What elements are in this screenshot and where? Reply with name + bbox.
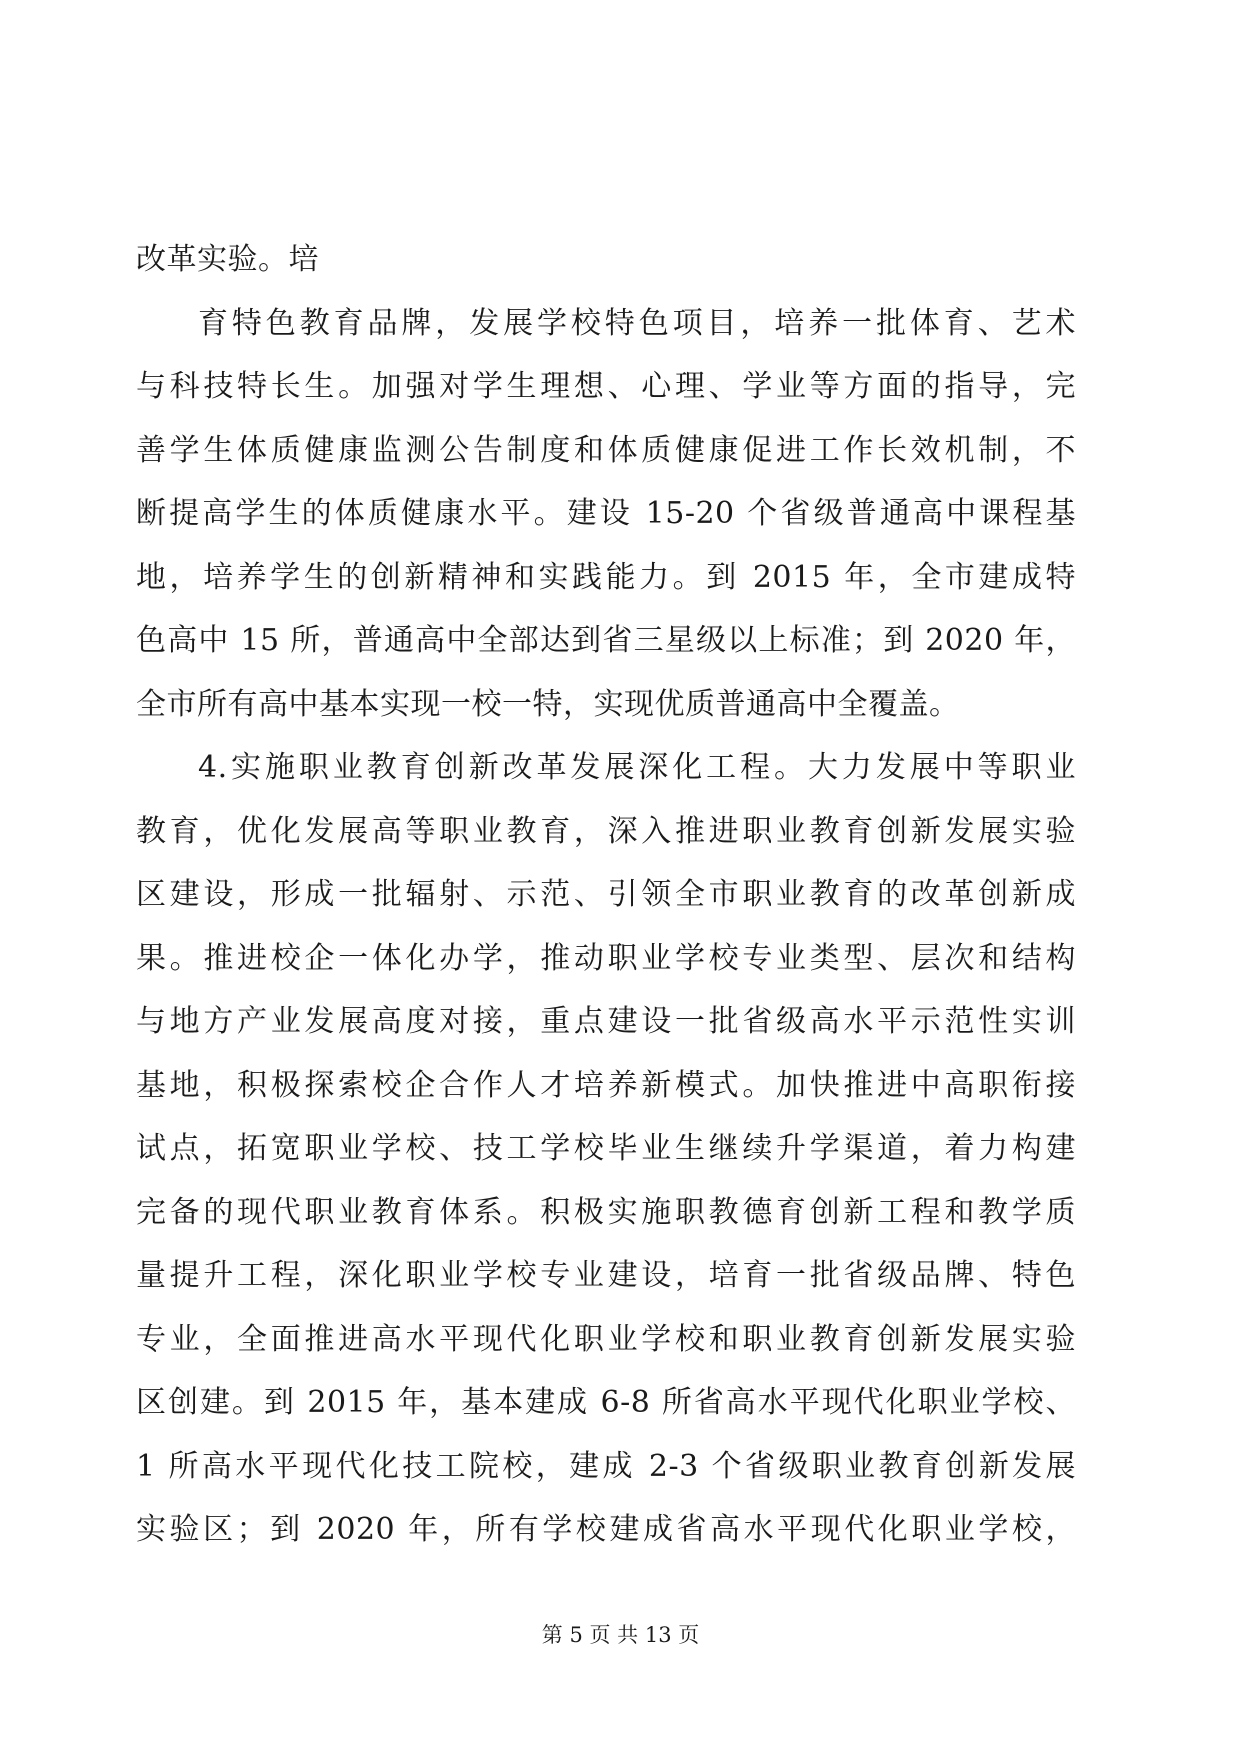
text-line: 完备的现代职业教育体系。积极实施职教德育创新工程和教学质 [136, 1194, 1076, 1230]
text-line: 色高中 15 所，普通高中全部达到省三星级以上标准；到 2020 年， [136, 623, 1076, 658]
text-line: 1 所高水平现代化技工院校，建成 2-3 个省级职业教育创新发展 [136, 1448, 1076, 1484]
text-line: 改革实验。培 [136, 242, 319, 277]
text-line: 基地，积极探索校企合作人才培养新模式。加快推进中高职衔接 [136, 1067, 1076, 1103]
text-line: 地，培养学生的创新精神和实践能力。到 2015 年，全市建成特 [136, 559, 1076, 595]
page-number-footer: 第 5 页 共 13 页 [541, 1623, 700, 1647]
text-line: 教育，优化发展高等职业教育，深入推进职业教育创新发展实验 [136, 813, 1076, 849]
text-line: 区建设，形成一批辐射、示范、引领全市职业教育的改革创新成 [136, 877, 1076, 912]
text-line: 量提升工程，深化职业学校专业建设，培育一批省级品牌、特色 [136, 1258, 1076, 1293]
text-line: 区创建。到 2015 年，基本建成 6-8 所省高水平现代化职业学校、 [136, 1385, 1076, 1420]
paragraph-first-line: 育特色教育品牌，发展学校特色项目，培养一批体育、艺术 [198, 305, 1076, 341]
body-text [136, 228, 1076, 1562]
text-line: 实验区；到 2020 年，所有学校建成省高水平现代化职业学校， [136, 1512, 1076, 1547]
text-line: 善学生体质健康监测公告制度和体质健康促进工作长效机制，不 [136, 432, 1076, 468]
text-line: 专业，全面推进高水平现代化职业学校和职业教育创新发展实验 [136, 1321, 1076, 1357]
text-line: 试点，拓宽职业学校、技工学校毕业生继续升学渠道，着力构建 [136, 1131, 1076, 1166]
text-line: 果。推进校企一体化办学，推动职业学校专业类型、层次和结构 [136, 940, 1076, 976]
text-line: 断提高学生的体质健康水平。建设 15-20 个省级普通高中课程基 [136, 496, 1076, 531]
paragraph-first-line: 4.实施职业教育创新改革发展深化工程。大力发展中等职业 [198, 750, 1076, 785]
text-line: 与科技特长生。加强对学生理想、心理、学业等方面的指导，完 [136, 369, 1076, 404]
text-line: 全市所有高中基本实现一校一特，实现优质普通高中全覆盖。 [136, 686, 960, 722]
text-line: 与地方产业发展高度对接，重点建设一批省级高水平示范性实训 [136, 1004, 1076, 1039]
